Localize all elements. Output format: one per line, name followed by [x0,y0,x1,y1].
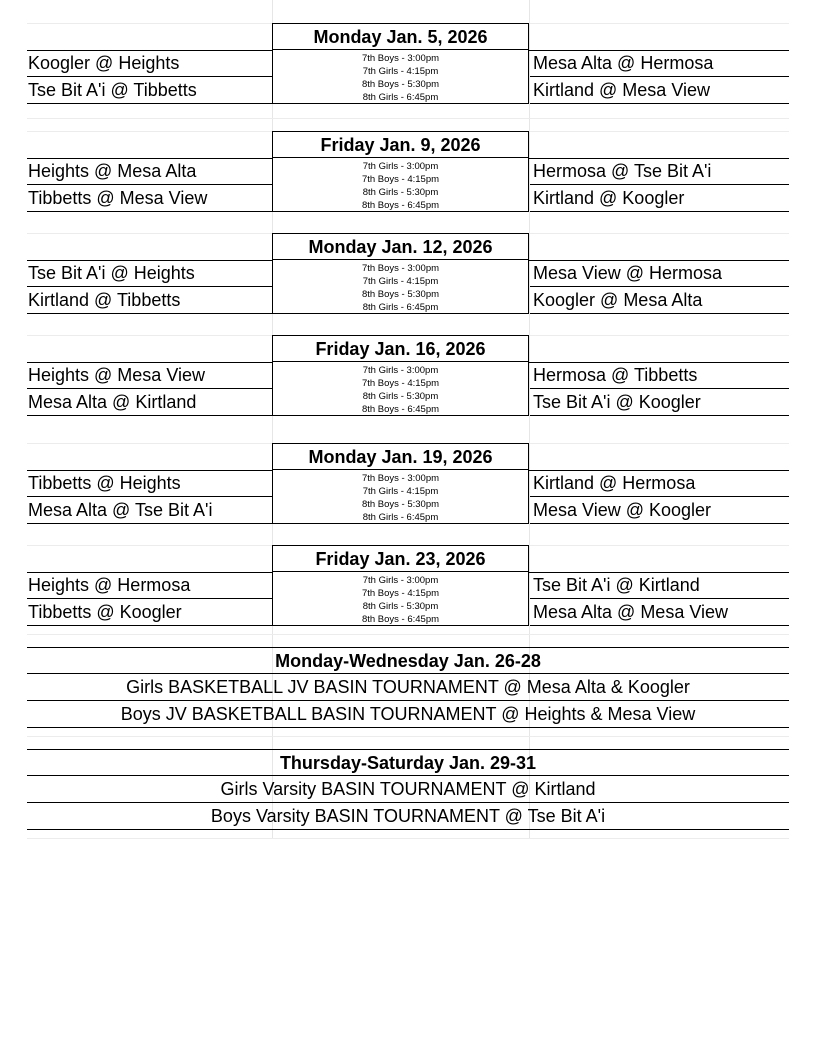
game-day-block [0,335,816,417]
game-time: 7th Boys - 4:15pm [361,378,440,389]
tournament-line: Girls Varsity BASIN TOURNAMENT @ Kirtland [27,776,789,803]
matchup: Mesa Alta @ Mesa View [530,599,789,626]
game-date-heading: Friday Jan. 16, 2026 [272,335,529,362]
matchup: Tibbetts @ Mesa View [27,185,272,212]
game-time: 7th Girls - 3:00pm [362,575,439,586]
game-times [272,158,529,212]
matchup: Heights @ Mesa Alta [27,158,272,185]
game-day-block [0,443,816,525]
tournament-heading: Monday-Wednesday Jan. 26-28 [27,647,789,674]
game-time: 7th Boys - 3:00pm [361,473,440,484]
game-time: 8th Boys - 6:45pm [361,614,440,625]
gridline [27,634,789,635]
game-times [272,50,529,104]
game-time: 8th Boys - 6:45pm [361,200,440,211]
matchup: Tibbetts @ Koogler [27,599,272,626]
game-time: 8th Girls - 6:45pm [362,302,439,313]
game-time: 7th Boys - 3:00pm [361,53,440,64]
matchup: Kirtland @ Hermosa [530,470,789,497]
tournament-line: Boys Varsity BASIN TOURNAMENT @ Tse Bit A'i [27,803,789,830]
game-date-heading: Friday Jan. 9, 2026 [272,131,529,158]
matchup: Mesa View @ Koogler [530,497,789,524]
matchup: Mesa View @ Hermosa [530,260,789,287]
game-time: 8th Girls - 6:45pm [362,512,439,523]
game-times [272,572,529,626]
game-time: 8th Boys - 5:30pm [361,79,440,90]
game-day-block [0,131,816,213]
game-time: 7th Girls - 4:15pm [362,276,439,287]
game-time: 7th Girls - 4:15pm [362,66,439,77]
game-time: 8th Girls - 5:30pm [362,187,439,198]
matchup: Koogler @ Heights [27,50,272,77]
matchup: Tse Bit A'i @ Heights [27,260,272,287]
matchup: Heights @ Hermosa [27,572,272,599]
game-time: 7th Girls - 4:15pm [362,486,439,497]
tournament-line: Boys JV BASKETBALL BASIN TOURNAMENT @ Heights & Mesa View [27,701,789,728]
matchup: Koogler @ Mesa Alta [530,287,789,314]
matchup: Kirtland @ Tibbetts [27,287,272,314]
matchup: Heights @ Mesa View [27,362,272,389]
tournament-line: Girls BASKETBALL JV BASIN TOURNAMENT @ Mesa Alta & Koogler [27,674,789,701]
matchup: Kirtland @ Koogler [530,185,789,212]
gridline [27,118,789,119]
matchup: Tibbetts @ Heights [27,470,272,497]
game-date-heading: Monday Jan. 5, 2026 [272,23,529,50]
gridline [27,838,789,839]
matchup: Tse Bit A'i @ Koogler [530,389,789,416]
game-day-block [0,233,816,315]
game-times [272,260,529,314]
game-day-block [0,545,816,627]
matchup: Hermosa @ Tibbetts [530,362,789,389]
matchup: Mesa Alta @ Hermosa [530,50,789,77]
game-day-block [0,23,816,105]
game-time: 7th Boys - 3:00pm [361,263,440,274]
matchup: Tse Bit A'i @ Tibbetts [27,77,272,104]
game-time: 7th Girls - 3:00pm [362,365,439,376]
matchup: Tse Bit A'i @ Kirtland [530,572,789,599]
game-times [272,470,529,524]
matchup: Kirtland @ Mesa View [530,77,789,104]
game-time: 8th Girls - 6:45pm [362,92,439,103]
matchup: Mesa Alta @ Kirtland [27,389,272,416]
game-time: 7th Boys - 4:15pm [361,588,440,599]
game-time: 8th Boys - 6:45pm [361,404,440,415]
game-time: 7th Girls - 3:00pm [362,161,439,172]
game-time: 8th Boys - 5:30pm [361,289,440,300]
matchup: Mesa Alta @ Tse Bit A'i [27,497,272,524]
game-time: 8th Girls - 5:30pm [362,601,439,612]
tournament-heading: Thursday-Saturday Jan. 29-31 [27,749,789,776]
game-date-heading: Monday Jan. 19, 2026 [272,443,529,470]
game-date-heading: Friday Jan. 23, 2026 [272,545,529,572]
tournament-block [27,749,789,830]
tournament-block [27,647,789,728]
matchup: Hermosa @ Tse Bit A'i [530,158,789,185]
game-time: 8th Boys - 5:30pm [361,499,440,510]
game-time: 7th Boys - 4:15pm [361,174,440,185]
game-time: 8th Girls - 5:30pm [362,391,439,402]
game-times [272,362,529,416]
gridline [27,736,789,737]
game-date-heading: Monday Jan. 12, 2026 [272,233,529,260]
